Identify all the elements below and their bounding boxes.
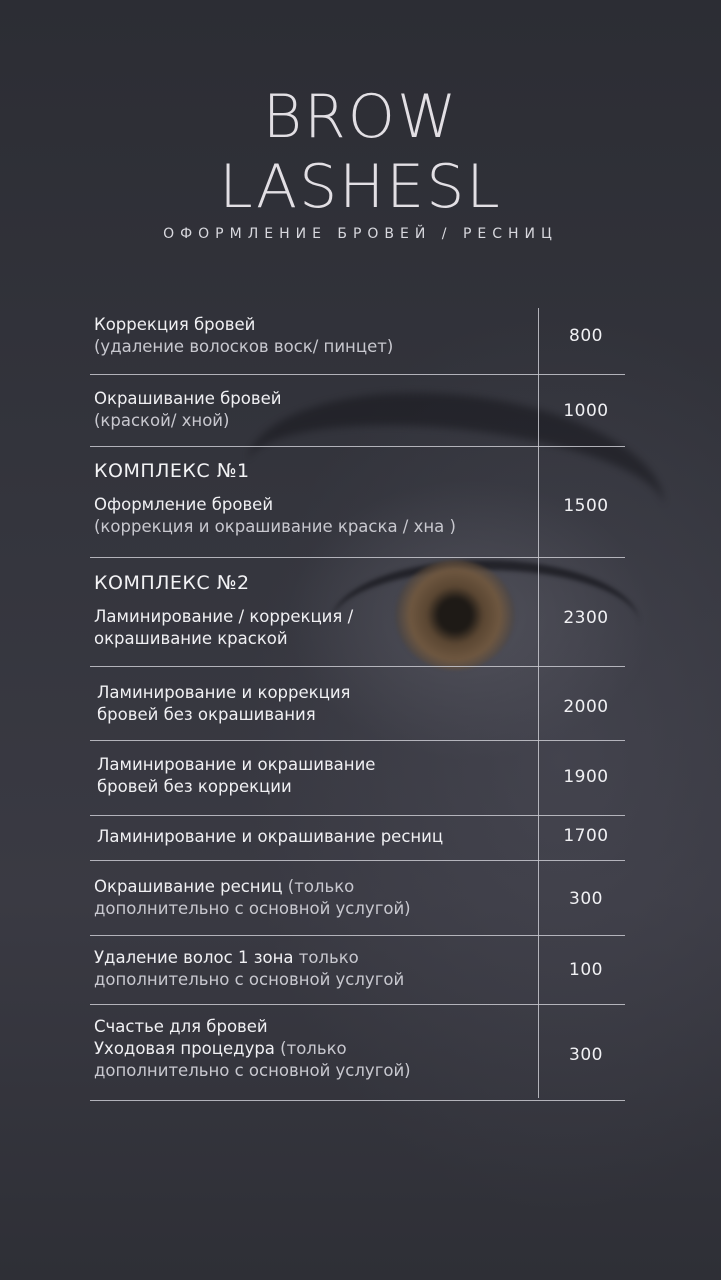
service-price: 1900 — [563, 767, 609, 787]
row-divider — [90, 446, 625, 447]
service-price: 1700 — [563, 826, 609, 846]
service-item — [94, 314, 534, 358]
service-name-2: окрашивание краской — [94, 629, 288, 648]
brand-title-line1: BROW — [262, 82, 459, 152]
service-note-2: дополнительно с основной услугой — [94, 970, 405, 989]
service-note-2: дополнительно с основной услугой) — [94, 899, 411, 918]
service-note: (краской/ хной) — [94, 411, 230, 430]
service-name: Окрашивание бровей — [94, 389, 282, 408]
service-name: Ламинирование и коррекция — [97, 683, 351, 702]
service-note: (только — [274, 1039, 347, 1058]
service-price: 800 — [569, 326, 603, 346]
row-divider — [90, 935, 625, 936]
column-divider — [538, 308, 539, 1098]
service-price: 1500 — [563, 496, 609, 516]
complex-header: КОМПЛЕКС №2 — [94, 572, 250, 594]
service-item — [97, 754, 537, 798]
row-divider — [90, 860, 625, 861]
service-name: Ламинирование и окрашивание — [97, 755, 376, 774]
row-divider — [90, 666, 625, 667]
service-name: Ламинирование / коррекция / — [94, 607, 354, 626]
service-note: только — [293, 948, 359, 967]
service-name-2: бровей без окрашивания — [97, 705, 316, 724]
service-note: (только — [282, 877, 355, 896]
service-price: 100 — [569, 960, 603, 980]
row-divider — [90, 374, 625, 375]
service-price: 1000 — [563, 401, 609, 421]
service-name: Оформление бровей — [94, 495, 274, 514]
service-name-2: Уходовая процедура — [94, 1039, 275, 1058]
service-item — [94, 876, 534, 920]
service-item — [94, 388, 534, 432]
service-name-2: бровей без коррекции — [97, 777, 292, 796]
row-divider — [90, 1004, 625, 1005]
service-note: (коррекция и окрашивание краска / хна ) — [94, 517, 456, 536]
complex-header: КОМПЛЕКС №1 — [94, 460, 250, 482]
service-item — [97, 682, 537, 726]
service-item — [97, 826, 537, 848]
service-price: 300 — [569, 1045, 603, 1065]
row-divider — [90, 815, 625, 816]
service-name: Счастье для бровей — [94, 1017, 268, 1036]
service-item — [94, 947, 534, 991]
service-price: 300 — [569, 889, 603, 909]
service-price: 2300 — [563, 608, 609, 628]
service-note-2: дополнительно с основной услугой) — [94, 1061, 411, 1080]
service-note: (удаление волосков воск/ пинцет) — [94, 337, 394, 356]
brand-title-line2: LASHESL — [219, 152, 502, 222]
row-divider — [90, 1100, 625, 1101]
service-name: Коррекция бровей — [94, 315, 256, 334]
service-item — [94, 1016, 534, 1082]
row-divider — [90, 557, 625, 558]
service-name: Удаление волос 1 зона — [94, 948, 294, 967]
service-item — [94, 460, 534, 538]
service-name: Ламинирование и окрашивание ресниц — [97, 827, 444, 846]
service-price: 2000 — [563, 697, 609, 717]
service-item — [94, 572, 534, 650]
page-subtitle: ОФОРМЛЕНИЕ БРОВЕЙ / РЕСНИЦ — [163, 226, 558, 242]
row-divider — [90, 740, 625, 741]
service-name: Окрашивание ресниц — [94, 877, 283, 896]
